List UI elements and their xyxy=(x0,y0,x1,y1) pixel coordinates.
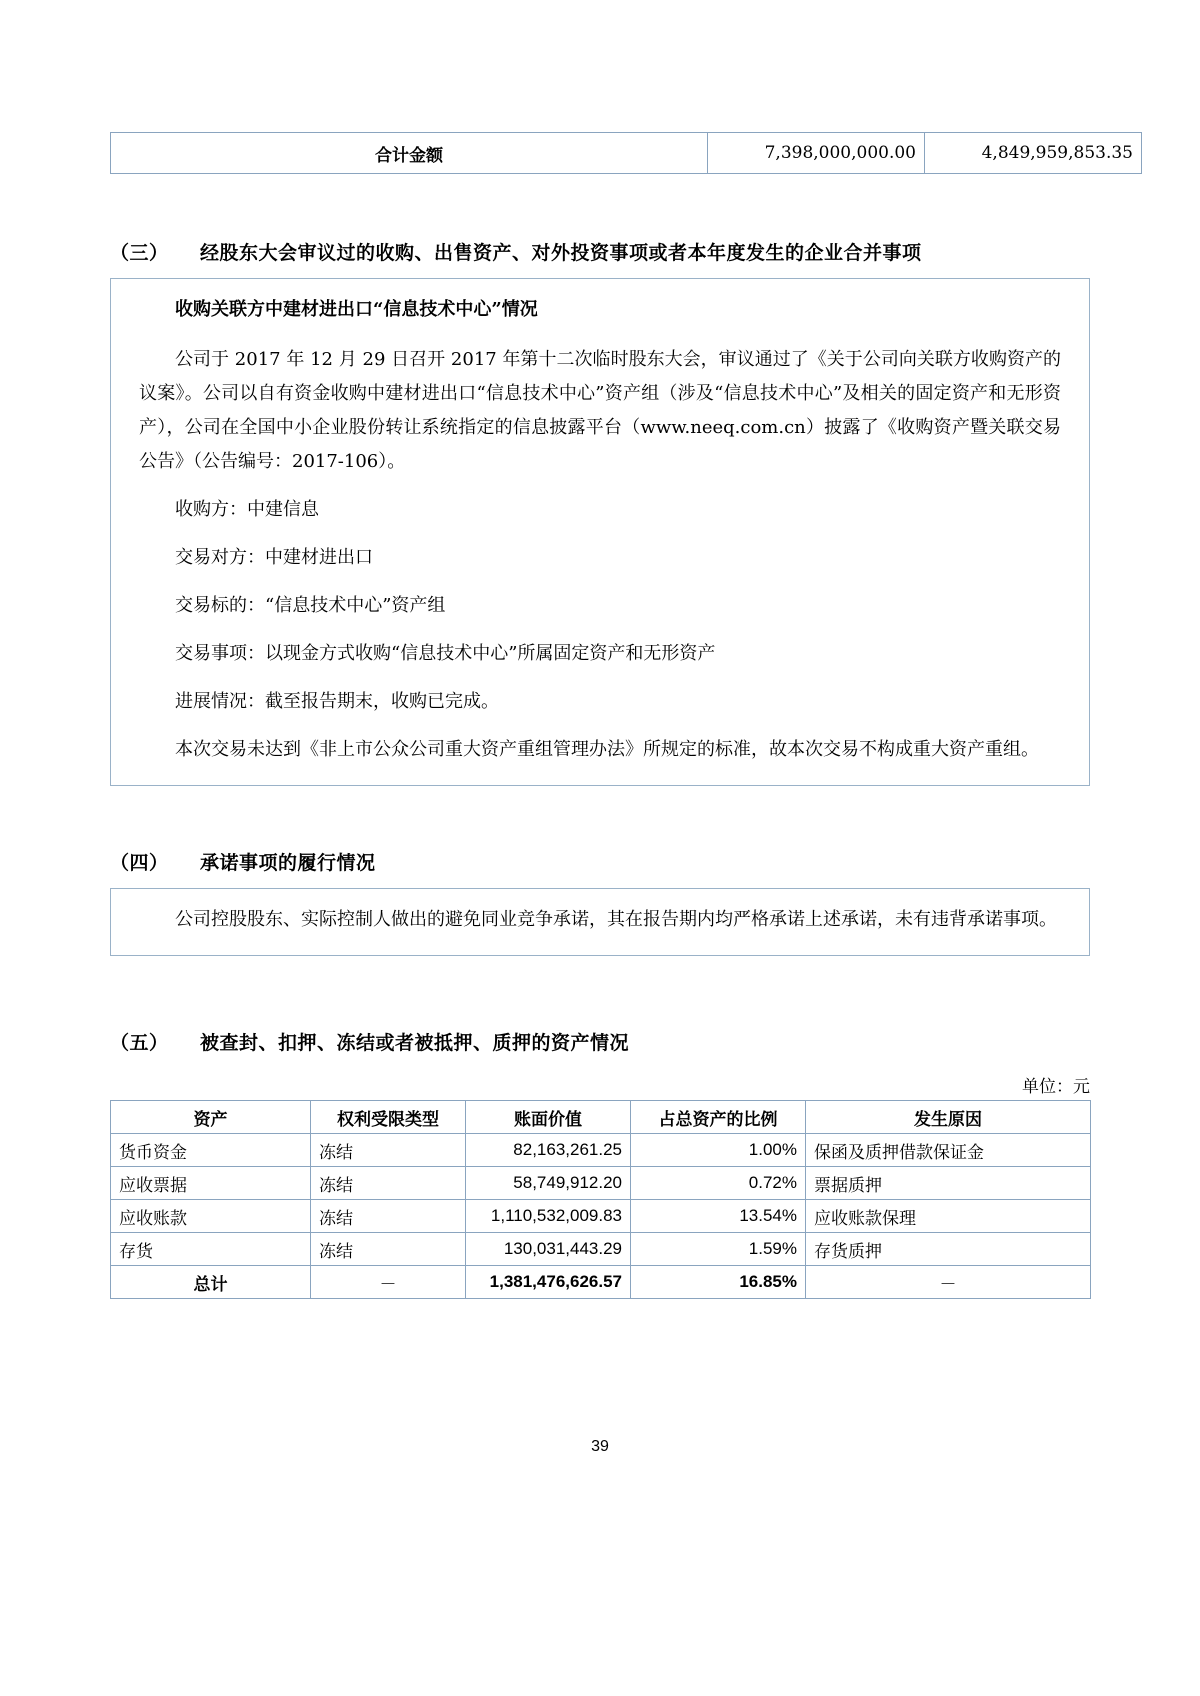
restricted-assets-table xyxy=(110,1100,1091,1299)
cell-reason: 存货质押 xyxy=(806,1233,1091,1266)
cell-asset: 应收账款 xyxy=(111,1200,311,1233)
cell-book-value: 130,031,443.29 xyxy=(466,1233,631,1266)
cell-total-book-value: 1,381,476,626.57 xyxy=(466,1266,631,1299)
table-row xyxy=(111,1233,1091,1266)
cell-restriction-type: 冻结 xyxy=(311,1233,466,1266)
cell-reason: 票据质押 xyxy=(806,1167,1091,1200)
acquisition-paragraph-2: 本次交易未达到《非上市公众公司重大资产重组管理办法》所规定的标准，故本次交易不构成重大资产重组。 xyxy=(175,739,1039,760)
cell-restriction-type: 冻结 xyxy=(311,1134,466,1167)
section-five-title: 被查封、扣押、冻结或者被抵押、质押的资产情况 xyxy=(200,1032,630,1054)
section-five-heading xyxy=(110,1028,629,1055)
table-row xyxy=(111,1200,1091,1233)
table-header-row xyxy=(111,1101,1091,1134)
total-amount-value-1: 7,398,000,000.00 xyxy=(708,133,925,174)
progress-line: 进展情况：截至报告期末，收购已完成。 xyxy=(175,691,499,712)
acquisition-box-title: 收购关联方中建材进出口“信息技术中心”情况 xyxy=(175,299,538,320)
cell-total-reason: － xyxy=(806,1266,1091,1299)
table-row xyxy=(111,1134,1091,1167)
cell-reason: 保函及质押借款保证金 xyxy=(806,1134,1091,1167)
section-four-heading xyxy=(110,848,376,875)
table-unit-label: 单位：元 xyxy=(1022,1077,1090,1097)
transaction-matter-line: 交易事项：以现金方式收购“信息技术中心”所属固定资产和无形资产 xyxy=(175,643,716,664)
table-row xyxy=(111,1167,1091,1200)
header-ratio: 占总资产的比例 xyxy=(631,1101,806,1134)
cell-asset: 货币资金 xyxy=(111,1134,311,1167)
counterparty-line: 交易对方：中建材进出口 xyxy=(175,547,373,568)
cell-total-ratio: 16.85% xyxy=(631,1266,806,1299)
section-four-title: 承诺事项的履行情况 xyxy=(200,852,376,874)
section-four-content-box xyxy=(110,888,1090,956)
section-three-heading xyxy=(110,238,922,265)
cell-ratio: 0.72% xyxy=(631,1167,806,1200)
cell-total-label: 总计 xyxy=(111,1266,311,1299)
header-asset: 资产 xyxy=(111,1101,311,1134)
section-four-number: （四） xyxy=(110,852,169,874)
cell-ratio: 1.59% xyxy=(631,1233,806,1266)
cell-book-value: 82,163,261.25 xyxy=(466,1134,631,1167)
page-number: 39 xyxy=(591,1438,609,1455)
cell-restriction-type: 冻结 xyxy=(311,1167,466,1200)
section-five-number: （五） xyxy=(110,1032,169,1054)
acquisition-paragraph-1: 公司于 2017 年 12 月 29 日召开 2017 年第十二次临时股东大会，审议通过了《关于公司向关联方收购资产的议案》。公司以自有资金收购中建材进出口“信息技术中心”资产组（涉及“信息技术中心”及相关的固定资产和无形资产），公司在全国中小企业股份转让系统指定的信息披露平台（www.neeq.com.cn）披露了《收购资产暨关联交易公告》（公告编号：2017-106）。 xyxy=(139,349,1061,472)
commitment-paragraph: 公司控股股东、实际控制人做出的避免同业竞争承诺，其在报告期内均严格承诺上述承诺，未有违背承诺事项。 xyxy=(175,909,1057,930)
section-three-content-box xyxy=(110,278,1090,786)
header-restriction-type: 权利受限类型 xyxy=(311,1101,466,1134)
transaction-subject-line: 交易标的：“信息技术中心”资产组 xyxy=(175,595,446,616)
cell-reason: 应收账款保理 xyxy=(806,1200,1091,1233)
cell-ratio: 13.54% xyxy=(631,1200,806,1233)
summary-total-table xyxy=(110,132,1142,174)
cell-total-restriction-type: － xyxy=(311,1266,466,1299)
cell-ratio: 1.00% xyxy=(631,1134,806,1167)
section-three-number: （三） xyxy=(110,242,169,264)
table-row xyxy=(111,133,1142,174)
acquirer-line: 收购方：中建信息 xyxy=(175,499,319,520)
header-book-value: 账面价值 xyxy=(466,1101,631,1134)
cell-restriction-type: 冻结 xyxy=(311,1200,466,1233)
total-amount-value-2: 4,849,959,853.35 xyxy=(925,133,1142,174)
cell-book-value: 58,749,912.20 xyxy=(466,1167,631,1200)
total-amount-label: 合计金额 xyxy=(111,133,708,174)
cell-asset: 应收票据 xyxy=(111,1167,311,1200)
table-total-row xyxy=(111,1266,1091,1299)
header-reason: 发生原因 xyxy=(806,1101,1091,1134)
section-three-title: 经股东大会审议过的收购、出售资产、对外投资事项或者本年度发生的企业合并事项 xyxy=(200,242,922,264)
cell-asset: 存货 xyxy=(111,1233,311,1266)
cell-book-value: 1,110,532,009.83 xyxy=(466,1200,631,1233)
